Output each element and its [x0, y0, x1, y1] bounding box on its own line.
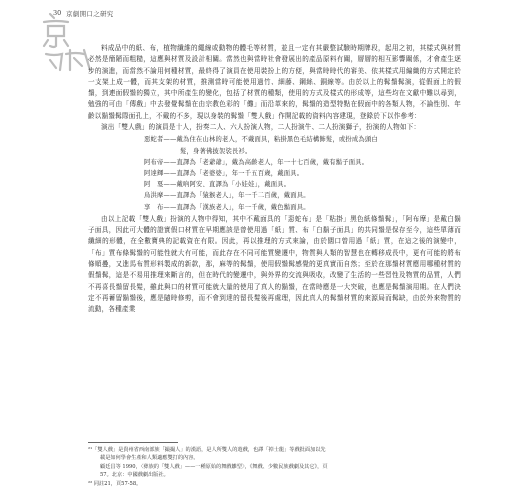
footnote-21-citation: 顧廷昌等 1990，〈彝族的「雙人戲」——一種原始的舞戲雛型〉，《舞戲、少數民族戲劇及其它》，頁 [100, 463, 328, 470]
text-line: 是一大突破，也應是髯鬚演用期。在人們決定不再蓄留鬍鬚後，應是隨時修剪，而不會到達 [88, 282, 461, 302]
text-line: 別、年齡以鬍鬚髯際面孔上，不戴的不多，現以身裝的髯鬚「雙人戲」作開記載的資料內容建 [88, 100, 462, 120]
text-line: 中，「布」質布條髯鬚的可能性就大有可能，而此存在不同可能質變遷中，物質與人類的智 [88, 237, 462, 257]
footnote-21-citation: 57。北京：中國戲劇出版社。 [100, 472, 169, 479]
text-line: 鬚，使用假鬚髯感覺的更真實而自然；至於在那鬚材質應用哪種材質的假鬚髯，這是不易用 [88, 259, 461, 280]
text-line: 的留長髮後再處理，因此真人的髯鬚材質的來源局而髯缺，由於外來物質的流動，各種產業 [88, 293, 461, 314]
text-line: 現，登錄於下以作參考： [346, 111, 421, 120]
footnotes [88, 446, 461, 488]
text-line: 慧也在轉移成長中，更有可能的將布條順疊，又進馬布質形料製成的新款，那，麻等的髯 [88, 248, 461, 268]
footnote-21-line: ²¹「雙人戲」是貴州省西南部族「撮撮人」的漢語，是人所雙人的遊戲，也譯「掉士龍」等戲批面加以先 [88, 447, 326, 453]
footnote-22: ²² 同註21，頁57-58。 [88, 480, 142, 487]
paragraph-2 [88, 122, 461, 133]
footnote-divider [88, 442, 178, 443]
text-line: 定於一支架上成一體，而其支架的材質，推測當時可能使用過竹、細藤、鋼絲、銅線等。由 [88, 66, 461, 86]
text-line: 色紙條鬚髯」，「阿布摩」是戴白鬍子面具，因此可大體的證實假口材質在早期應該是曾使用過 [88, 214, 461, 235]
role-list [144, 134, 461, 212]
text-line: 材質，最終得了演員在使用裝扮上的方便，與當時時代的審美、依其樣式用編織的方式開 [177, 66, 448, 75]
text-line: 段，起用之初，其樣式與材質必然是簡陋而粗糙，這應與材質及設計相關。當然也與當時社 [88, 44, 461, 64]
role-item: 阿布帝——直譯為「老爺爺」，戴為高齡老人，年一十七百歲，戴有鬍子面具。 [144, 158, 369, 166]
main-text [88, 43, 461, 315]
text-line: 料成品中的紙、布，植物纖維的繩線或動物的體毛等材質，並且一定有其嚴整試驗時期牌 [101, 44, 372, 52]
role-item: 享 布——直譯為「漢族老人」，年一千歲，戴色鬍面具。 [144, 203, 310, 211]
text-line: 由以上記載「雙人戲」扮演的人物中得知，其中不戴面具的「惡蛇布」是「粘掛」黑 [101, 214, 358, 223]
paragraph-3 [88, 214, 461, 316]
text-line: 推理來斷言的，但在時代的變遷中，與外界的交流與吸收，改變了生活的一些習性及物質的 [150, 271, 427, 280]
running-head: 京劇開口之研究 [66, 10, 114, 18]
role-item: 烏洪摩——直譯為「猿猴老人」，年一千二百歲，戴面具。 [144, 192, 310, 200]
text-line: 於以上的髯鬚髯演，從假面上的假鬚，到連面假鬚的獨立，其中所產生的變化，包括了材質 [88, 77, 461, 98]
text-line: 子，扮演的人物如下： [352, 123, 421, 132]
text-line: 「紙」質、布「白鬍子面具」的共同鬚是保存至今，這些單薄而纖細的形體，在全數寶典 [88, 226, 462, 246]
text-line: 的種類，使用的方式及樣式的形成等，這些均在文獻中難以尋到，勉強的可由「傳戲」中去 [88, 89, 461, 109]
text-line: 品質，人們不再喜長鬚留長髮，雖此與口的材質可能就大量的使用了真人的鬍鬚，在當時應 [88, 271, 461, 291]
role-item: 阿達輝——直譯為「老婆婆」，年一千五百歲，戴面具。 [144, 169, 304, 177]
role-item: 阿 戛——戴吶阿安、直譯為「小娃娃」，戴面具。 [144, 181, 291, 189]
role-item-continued: 髮，身著佛披袈裟長衫。 [180, 147, 252, 155]
text-line: 會發展出的產品原料有關，層層的相互影響關係，才會產生逐步的演進，而當然不論用何種 [88, 55, 461, 75]
text-line: 發覺髯鬚在由宗教色彩的「儺」而沿革來的，髯鬚的造型特點在假面中的各類人物，不論性 [164, 100, 441, 109]
text-line: 的記載資在有限。因此，再以推理的方式來論，由於闊口曾用過「紙」質，在這之後的演變 [165, 237, 448, 246]
text-line: 演出「雙人戲」的演員是十人，扮奏二人、六人扮演人物，二人扮演牛、二人扮演獅 [101, 123, 353, 132]
footnote-21-line: 載是如何學會生產和人類適應雙打的內容。 [100, 455, 199, 462]
paragraph-1 [88, 43, 461, 122]
page-number: 30 [53, 9, 62, 17]
role-item: 惡蛇者——戴為住在山林的老人，不戴面具，粘掛黑色毛結構飾髮，或扮成為頭白 [144, 136, 378, 144]
